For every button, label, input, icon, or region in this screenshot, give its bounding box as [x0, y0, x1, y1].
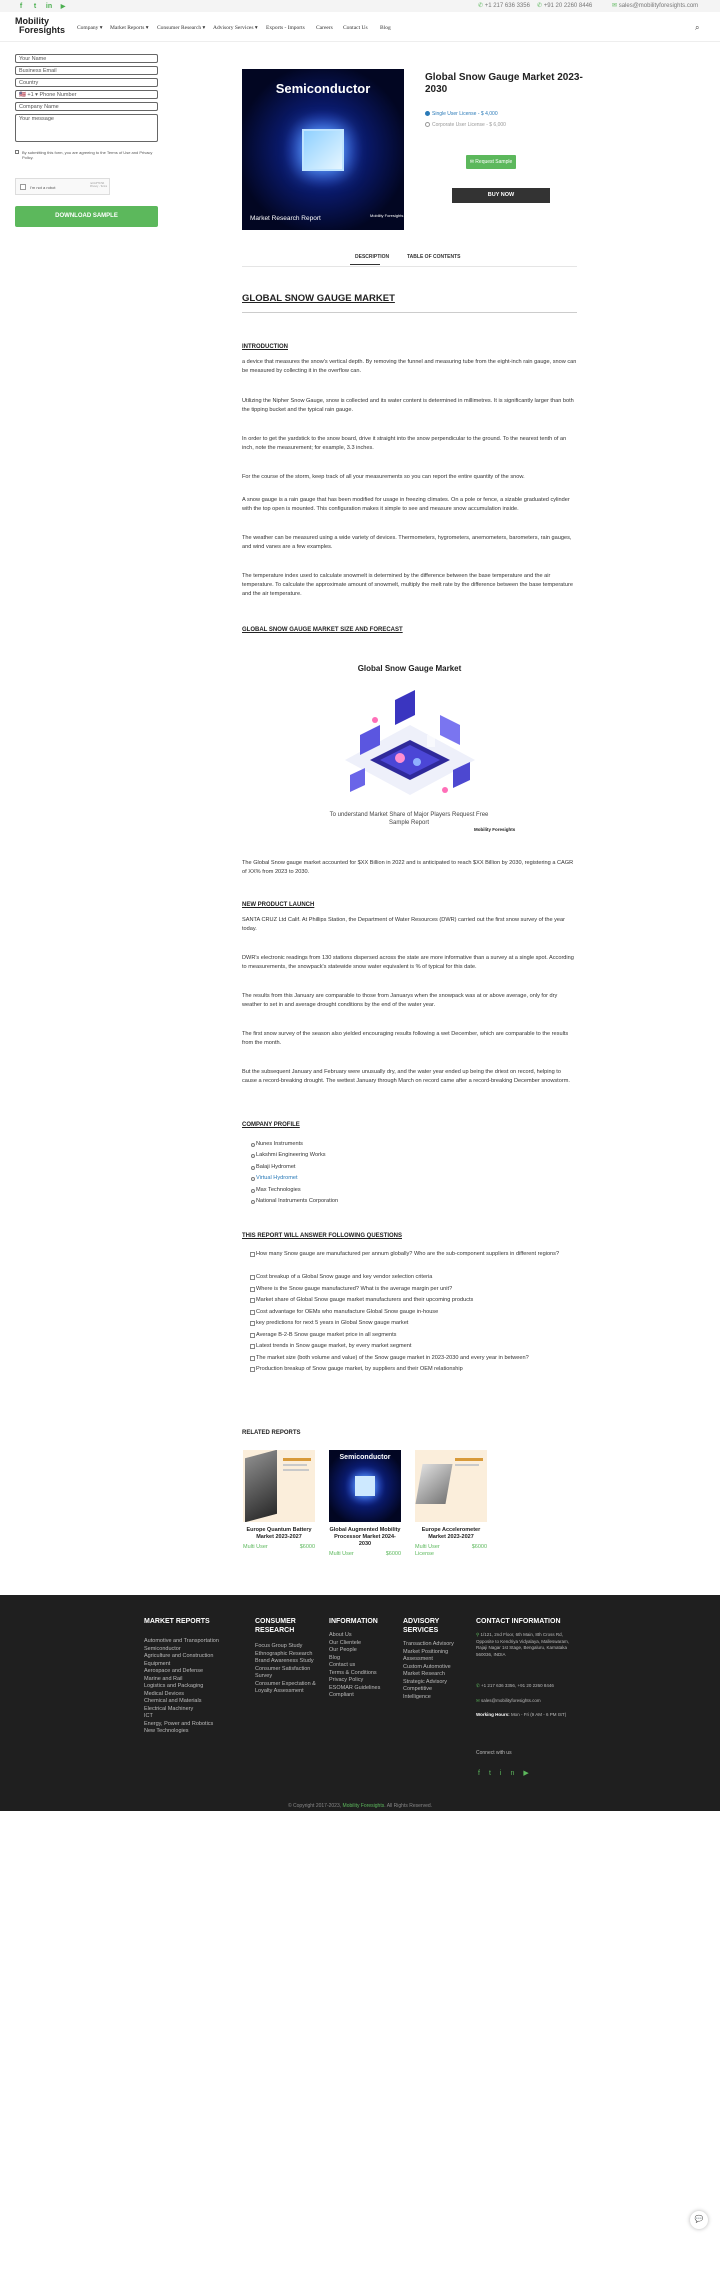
- footer-link[interactable]: ESOMAR Guidelines Compliant: [329, 1684, 381, 1698]
- footer-address-text: 1/121, 2nd Floor, 6th Main, 8th Cross Rd, Opposite to Kendriya Vidyalaya, Malleswaram, Rajaji Nagar 1st Stage, Bengaluru, Karnataka 560036, INDIA: [476, 1632, 569, 1657]
- footer-link[interactable]: Brand Awareness Study: [255, 1658, 314, 1664]
- nav-item-blog[interactable]: Blog: [380, 25, 391, 31]
- infographic-title: Global Snow Gauge Market: [357, 664, 462, 673]
- related-report-card[interactable]: [329, 1450, 401, 1558]
- captcha-label: I'm not a robot: [30, 185, 56, 190]
- footer-link[interactable]: Our Clientele: [329, 1639, 362, 1646]
- request-sample-button[interactable]: ✉ Request Sample: [466, 155, 516, 169]
- search-icon[interactable]: ⌕: [695, 23, 700, 32]
- footer-heading-information: INFORMATION: [329, 1618, 378, 1625]
- chip-icon: [302, 129, 344, 171]
- copyright-post: . All Rights Reserved.: [384, 1803, 433, 1809]
- top-phone-2[interactable]: [537, 2, 592, 9]
- intro-paragraph-1: a device that measures the snow's vertical depth. By removing the funnel and measuring tube from the eight-inch rain gauge, snow can be measured by collecting it in the overflow can.: [242, 359, 577, 374]
- related-cover-title: Semiconductor: [339, 1454, 391, 1461]
- nav-item-consumer-research[interactable]: Consumer Research ▾: [157, 25, 206, 31]
- launch-paragraph-3: The results from this January are comparable to those from Januarys when the snowpack was at or above average, only for dry weather to set in and average drought conditions by the end of the water year.: [242, 993, 558, 1008]
- footer-link[interactable]: Ethnographic Research: [255, 1650, 313, 1657]
- question-item: Market share of Global Snow gauge market manufacturers and their upcoming products: [256, 1296, 576, 1305]
- question-item: Latest trends in Snow gauge market, by every market segment: [256, 1342, 576, 1351]
- question-item: The market size (both volume and value) of the Snow gauge market in 2023-2030 and every year in between?: [256, 1354, 576, 1363]
- footer-email[interactable]: [476, 1697, 571, 1705]
- intro-paragraph-2: Utilizing the Nipher Snow Gauge, snow is collected and its water content is determined in millimetres. It is significantly larger than both the tipping bucket and the typical rain gauge.: [242, 398, 574, 413]
- copyright-pre: © Copyright 2017-2023,: [287, 1803, 342, 1809]
- related-report-card[interactable]: [415, 1450, 487, 1558]
- twitter-icon[interactable]: t: [33, 2, 37, 10]
- questions-heading: THIS REPORT WILL ANSWER FOLLOWING QUESTIONS: [242, 1233, 402, 1239]
- company-item: National Instruments Corporation: [256, 1198, 339, 1204]
- related-license: Multi User License: [415, 1544, 440, 1557]
- infographic-brand: Mobility Foresights: [474, 827, 516, 832]
- related-report-title[interactable]: Europe Accelerometer Market 2023-2027: [421, 1527, 481, 1540]
- question-item: Average B-2-B Snow gauge market price in all segments: [256, 1331, 576, 1340]
- related-license: Multi User: [329, 1551, 354, 1557]
- copyright-brand[interactable]: Mobility Foresights: [342, 1803, 385, 1809]
- active-tab-indicator: [350, 264, 380, 265]
- download-sample-button[interactable]: DOWNLOAD SAMPLE: [15, 206, 158, 227]
- nav-item-advisory-services[interactable]: Advisory Services ▾: [213, 25, 258, 31]
- related-license: Multi User: [243, 1544, 268, 1550]
- footer-link[interactable]: Automotive and Transportation: [144, 1638, 219, 1644]
- footer-address: [476, 1632, 571, 1658]
- linkedin-icon[interactable]: in: [499, 1770, 524, 1777]
- intro-paragraph-4: For the course of the storm, keep track of all your measurements so you can report the entire quantity of the snow.: [242, 474, 525, 480]
- footer-link[interactable]: Consumer Expectation & Loyalty Assessment: [255, 1680, 316, 1694]
- related-report-title[interactable]: Global Augmented Mobility Processor Market 2024-2030: [329, 1527, 401, 1547]
- launch-paragraph-5: But the subsequent January and February were unusually dry, and the water year ended up being the driest on record, helping to cause a record-breaking drought. The wettest January through March on record came after a record-breaking December snowstorm.: [242, 1069, 570, 1084]
- footer-link[interactable]: Terms & Conditions: [329, 1669, 377, 1676]
- footer-link[interactable]: Custom Automotive Market Research: [403, 1663, 451, 1677]
- related-report-title[interactable]: Europe Quantum Battery Market 2023-2027: [246, 1527, 312, 1540]
- top-phone-1[interactable]: [478, 2, 530, 9]
- footer-market-links: [144, 1638, 229, 1736]
- footer-link[interactable]: ICT: [144, 1713, 153, 1719]
- related-report-image[interactable]: [243, 1450, 315, 1522]
- infographic-caption[interactable]: To understand Market Share of Major Players Request Free Sample Report: [329, 812, 489, 826]
- footer-consumer-links: [255, 1643, 320, 1696]
- logo-line-2: Foresights: [19, 25, 66, 35]
- footer-heading-advisory: ADVISORY SERVICES: [403, 1618, 440, 1634]
- footer-link[interactable]: Transaction Advisory: [403, 1641, 454, 1647]
- footer-link[interactable]: About Us: [329, 1632, 352, 1638]
- related-price: $6000: [299, 1544, 315, 1550]
- consent-text: By submitting this form, you are agreeing to the Terms of Use and Privacy Policy.: [22, 150, 153, 160]
- report-cover-image: [242, 69, 404, 230]
- footer-link[interactable]: New Technologies: [144, 1728, 189, 1734]
- question-item: Where is the Snow gauge manufactured? What is the average margin per unit?: [256, 1285, 576, 1294]
- size-heading: GLOBAL SNOW GAUGE MARKET SIZE AND FORECAST: [242, 627, 403, 633]
- footer-link[interactable]: Electrical Machinery: [144, 1705, 194, 1712]
- footer-link[interactable]: Energy, Power and Robotics: [144, 1720, 214, 1727]
- company-profile-heading: COMPANY PROFILE: [242, 1122, 300, 1128]
- intro-paragraph-7: The temperature index used to calculate snowmelt is determined by the difference between the base temperature and the air temperature. To calculate the approximate amount of snowmelt, multiply the melt rate by the difference between the base temperature and the air temperature.: [242, 573, 573, 597]
- footer-link[interactable]: Market Positioning Assessment: [403, 1648, 449, 1662]
- top-email[interactable]: [612, 2, 698, 9]
- copyright: [0, 1803, 720, 1809]
- footer-social: [478, 1770, 538, 1778]
- related-price: $6000: [385, 1551, 401, 1557]
- youtube-icon[interactable]: ▶: [523, 1770, 538, 1777]
- launch-paragraph-4: The first snow survey of the season also yielded encouraging results following a wet December, which are comparable to the results from the month.: [242, 1031, 569, 1046]
- intro-paragraph-3: In order to get the yardstick to the snow board, drive it straight into the snow perpendicular to the ground. To the nearest tenth of an inch, note the measurement; for example, 3.3 inches.: [242, 436, 567, 451]
- mail-icon: ✉: [476, 1698, 482, 1703]
- phone-icon: ✆: [478, 3, 485, 9]
- footer-email-text: sales@mobilityforesights.com: [481, 1698, 541, 1703]
- related-report-card[interactable]: [243, 1450, 315, 1551]
- footer-link[interactable]: Consumer Satisfaction Survey: [255, 1665, 311, 1679]
- footer-link[interactable]: Aerospace and Defense: [144, 1668, 204, 1674]
- phone-icon: ✆: [476, 1683, 482, 1688]
- license-single-label: Single User License - $ 4,000: [432, 111, 498, 117]
- main-nav: [0, 12, 720, 42]
- captcha-checkbox[interactable]: [20, 184, 26, 190]
- footer-link[interactable]: Logistics and Packaging: [144, 1683, 204, 1689]
- cover-subtitle: Market Research Report: [250, 215, 321, 222]
- nav-item-company[interactable]: Company ▾: [77, 25, 103, 31]
- footer-link[interactable]: Our People: [329, 1647, 357, 1653]
- question-item: Production breakup of Snow gauge market, by suppliers and their OEM relationship: [256, 1365, 576, 1374]
- license-single[interactable]: [425, 111, 498, 117]
- company-item: Lakshmi Engineering Works: [256, 1152, 326, 1158]
- footer-phone-text: +1 217 636 3356, +91 20 2260 8446: [481, 1683, 554, 1688]
- tab-description[interactable]: DESCRIPTION: [355, 254, 390, 260]
- twitter-icon[interactable]: t: [488, 1770, 500, 1777]
- footer-advisory-links: [403, 1641, 461, 1701]
- intro-paragraph-5: A snow gauge is a rain gauge that has been modified for usage in freezing climates. On a pole or fence, a sizable graduated cylinder with the top open is mounted. This configuration makes it simple to see and measure snow accumulation inside.: [242, 497, 570, 512]
- license-corporate[interactable]: [425, 122, 506, 128]
- footer-link[interactable]: Chemical and Materials: [144, 1698, 202, 1704]
- footer-link[interactable]: Blog: [329, 1654, 341, 1661]
- chat-widget-icon[interactable]: 💬: [690, 2211, 708, 2229]
- nav-item-exports-imports[interactable]: Exports - Imports: [266, 25, 305, 31]
- radio-icon: [425, 122, 430, 127]
- intro-heading: INTRODUCTION: [242, 344, 288, 350]
- company-item: Balaji Hydromet: [256, 1164, 296, 1170]
- footer-heading-consumer-research: CONSUMER RESEARCH: [255, 1618, 296, 1634]
- footer-link[interactable]: Agriculture and Construction Equipment: [144, 1653, 214, 1667]
- top-phone-2-text: +91 20 2260 8446: [543, 3, 593, 9]
- footer-link[interactable]: Focus Group Study: [255, 1643, 303, 1649]
- related-report-image[interactable]: [329, 1450, 401, 1522]
- launch-paragraph-2: DWR's electronic readings from 130 stations dispersed across the state are more informative than a survey at a single spot. According to measurements, the snowpack's statewide snow water equivalent is % of typical for this date.: [242, 955, 574, 970]
- location-icon: ⚲: [476, 1632, 481, 1637]
- footer-link[interactable]: Privacy Policy: [329, 1677, 364, 1683]
- footer-heading-market-reports: MARKET REPORTS: [144, 1618, 210, 1625]
- footer-link[interactable]: Semiconductor: [144, 1645, 181, 1652]
- connect-label: Connect with us: [476, 1750, 512, 1756]
- email-input[interactable]: Business Email: [15, 66, 158, 75]
- intro-paragraph-6: The weather can be measured using a wide variety of devices. Thermometers, hygrometers, anemometers, barometers, rain gauges, and wind vanes are a few examples.: [242, 535, 572, 550]
- recaptcha[interactable]: [15, 178, 110, 195]
- company-item-link[interactable]: Virtual Hydromet: [256, 1175, 298, 1181]
- footer-heading-contact: CONTACT INFORMATION: [476, 1618, 561, 1625]
- site-logo[interactable]: [15, 17, 65, 35]
- infographic-image: [335, 690, 485, 808]
- linkedin-icon[interactable]: in: [45, 2, 53, 10]
- nav-item-careers[interactable]: Careers: [316, 25, 333, 31]
- radio-icon: [425, 111, 430, 116]
- name-input[interactable]: Your Name: [15, 54, 158, 63]
- top-phone-1-text: +1 217 636 3356: [484, 3, 530, 9]
- cover-title: Semiconductor: [275, 81, 371, 96]
- related-price: $6000: [471, 1544, 487, 1550]
- phone-icon: ✆: [537, 3, 544, 9]
- question-item: How many Snow gauge are manufactured per annum globally? Who are the sub-component suppliers in different regions?: [256, 1250, 576, 1259]
- hours-text: Mon - Fri (9 AM - 6 PM IST): [510, 1712, 567, 1717]
- question-item: Cost advantage for OEMs who manufacture Global Snow gauge in-house: [256, 1308, 576, 1317]
- logo-line-1: Mobility: [15, 16, 49, 26]
- question-item: key predictions for next 5 years in Global Snow gauge market: [256, 1319, 576, 1328]
- footer-link[interactable]: Competitive Intelligence: [403, 1686, 433, 1700]
- license-corporate-label: Corporate User License - $ 6,000: [432, 122, 506, 128]
- hours-label: Working Hours:: [476, 1712, 510, 1717]
- footer-info-links: [329, 1632, 394, 1700]
- captcha-brand: reCAPTCHA Privacy - Terms: [90, 182, 108, 188]
- mail-icon: ✉: [612, 3, 619, 9]
- size-paragraph: The Global Snow gauge market accounted for $XX Billion in 2022 and is anticipated to reach $XX Billion by 2030, registering a CAGR of XX% from 2023 to 2030.: [242, 860, 574, 875]
- footer-link[interactable]: Medical Devices: [144, 1690, 185, 1697]
- page-heading: GLOBAL SNOW GAUGE MARKET: [242, 293, 395, 304]
- site-footer: [0, 1595, 720, 1811]
- related-report-image[interactable]: [415, 1450, 487, 1522]
- youtube-icon[interactable]: ▶: [60, 3, 66, 10]
- buy-now-button[interactable]: BUY NOW: [452, 188, 550, 203]
- footer-link[interactable]: Marine and Rail: [144, 1675, 183, 1682]
- question-item: Cost breakup of a Global Snow gauge and key vendor selection criteria: [256, 1273, 576, 1282]
- message-input[interactable]: Your message: [15, 114, 158, 142]
- top-bar: [0, 0, 720, 12]
- cover-brand: Mobility Foresights: [370, 213, 404, 218]
- launch-heading: NEW PRODUCT LAUNCH: [242, 902, 315, 908]
- company-item: Nunes Instruments: [256, 1141, 303, 1147]
- company-input[interactable]: Company Name: [15, 102, 158, 111]
- nav-item-market-reports[interactable]: Market Reports ▾: [110, 25, 149, 31]
- tab-divider: [242, 266, 577, 267]
- country-input[interactable]: Country: [15, 78, 158, 87]
- company-item: Max Technologies: [256, 1187, 301, 1193]
- product-title: Global Snow Gauge Market 2023-2030: [425, 72, 583, 95]
- top-email-text: sales@mobilityforesights.com: [618, 3, 699, 9]
- footer-link[interactable]: Strategic Advisory: [403, 1678, 448, 1685]
- launch-paragraph-1: SANTA CRUZ Ltd Calif. At Phillips Station, the Department of Water Resources (DWR) carried out the first snow survey of the year today.: [242, 917, 565, 932]
- footer-phone[interactable]: [476, 1682, 571, 1690]
- facebook-icon[interactable]: f: [478, 1770, 489, 1777]
- footer-hours: [476, 1712, 571, 1719]
- facebook-icon[interactable]: f: [19, 2, 23, 10]
- related-heading: RELATED REPORTS: [242, 1430, 301, 1436]
- footer-link[interactable]: Contact us: [329, 1662, 356, 1668]
- phone-input[interactable]: 🇺🇸 +1 ▾ Phone Number: [15, 90, 158, 99]
- tab-table-of-contents[interactable]: TABLE OF CONTENTS: [407, 254, 461, 260]
- nav-item-contact-us[interactable]: Contact Us: [343, 25, 368, 31]
- heading-divider: [242, 312, 577, 313]
